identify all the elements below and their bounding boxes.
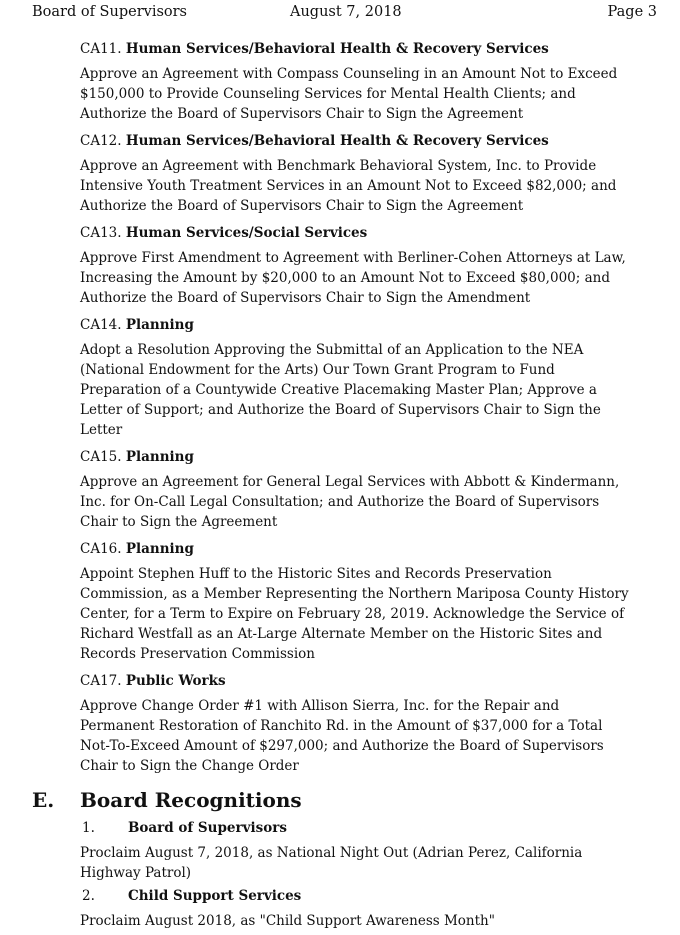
agenda-item: [80, 40, 655, 124]
agenda-item-description: [80, 340, 655, 440]
recognition-heading: [80, 819, 657, 837]
item-department: Human Services/Social Services: [125, 225, 368, 241]
agenda-item-description: [80, 564, 655, 664]
description-line: Approve First Amendment to Agreement with Berliner-Cohen Attorneys at Law,: [80, 250, 626, 266]
description-line: Approve Change Order #1 with Allison Sierra, Inc. for the Repair and: [80, 698, 560, 714]
agenda-item-description: [80, 472, 655, 532]
agenda-item: [80, 540, 655, 664]
agenda-item-heading: [80, 672, 655, 690]
agenda-item-heading: [80, 540, 655, 558]
description-line: Approve an Agreement with Benchmark Behavioral System, Inc. to Provide: [80, 158, 597, 174]
description-line: Commission, as a Member Representing the Northern Mariposa County History: [80, 586, 629, 602]
description-line: Chair to Sign the Change Order: [80, 758, 299, 774]
description-line: Preparation of a Countywide Creative Placemaking Master Plan; Approve a: [80, 382, 597, 398]
item-department: Planning: [125, 541, 194, 557]
section-title: Board Recognitions: [80, 788, 302, 812]
agenda-item: [80, 132, 655, 216]
description-line: (National Endowment for the Arts) Our Town Grant Program to Fund: [80, 362, 555, 378]
description-line: Richard Westfall as an At-Large Alternate Member on the Historic Sites and: [80, 626, 603, 642]
description-line: Records Preservation Commission: [80, 646, 315, 662]
recognition-heading: [80, 887, 657, 905]
agenda-item-heading: [80, 316, 655, 334]
section-letter: E.: [32, 788, 55, 812]
header-date: August 7, 2018: [290, 4, 402, 20]
description-line: Authorize the Board of Supervisors Chair to Sign the Agreement: [80, 106, 524, 122]
description-line: Appoint Stephen Huff to the Historic Sites and Records Preservation: [80, 566, 552, 582]
description-line: Approve an Agreement with Compass Counseling in an Amount Not to Exceed: [80, 66, 618, 82]
header-page-number: Page 3: [607, 4, 657, 20]
description-line: Highway Patrol): [80, 865, 192, 881]
recognition-item: [80, 819, 657, 883]
item-code: CA13.: [80, 225, 122, 241]
agenda-item: [80, 316, 655, 440]
agenda-item: [80, 448, 655, 532]
recognition-department: Board of Supervisors: [128, 820, 287, 836]
description-line: Authorize the Board of Supervisors Chair to Sign the Agreement: [80, 198, 524, 214]
agenda-item-description: [80, 248, 655, 308]
description-line: Center, for a Term to Expire on February 28, 2019. Acknowledge the Service of: [80, 606, 625, 622]
description-line: $150,000 to Provide Counseling Services for Mental Health Clients; and: [80, 86, 576, 102]
item-code: CA11.: [80, 41, 122, 57]
item-code: CA15.: [80, 449, 122, 465]
item-code: CA14.: [80, 317, 122, 333]
item-department: Planning: [125, 317, 194, 333]
page-header: [32, 4, 657, 24]
agenda-item-description: [80, 696, 655, 776]
item-department: Planning: [125, 449, 194, 465]
board-recognitions-section: [32, 787, 657, 935]
item-department: Human Services/Behavioral Health & Recovery Services: [125, 41, 549, 57]
item-department: Human Services/Behavioral Health & Recovery Services: [125, 133, 549, 149]
description-line: Adopt a Resolution Approving the Submittal of an Application to the NEA: [80, 342, 584, 358]
description-line: Intensive Youth Treatment Services in an Amount Not to Exceed $82,000; and: [80, 178, 617, 194]
description-line: Proclaim August 2018, as "Child Support Awareness Month": [80, 913, 495, 929]
recognition-item: [80, 887, 657, 931]
item-code: CA12.: [80, 133, 122, 149]
recognition-description: [80, 843, 657, 883]
recognition-description: [80, 911, 657, 931]
agenda-item-description: [80, 156, 655, 216]
agenda-item-description: [80, 64, 655, 124]
recognition-number: 2.: [82, 888, 95, 904]
agenda-item-heading: [80, 132, 655, 150]
description-line: Inc. for On-Call Legal Consultation; and Authorize the Board of Supervisors: [80, 494, 600, 510]
agenda-item-heading: [80, 40, 655, 58]
recognition-number: 1.: [82, 820, 95, 836]
agenda-item-heading: [80, 224, 655, 242]
description-line: Not-To-Exceed Amount of $297,000; and Authorize the Board of Supervisors: [80, 738, 604, 754]
section-heading: [32, 787, 657, 813]
agenda-item-heading: [80, 448, 655, 466]
agenda-item: [80, 224, 655, 308]
item-code: CA17.: [80, 673, 122, 689]
item-code: CA16.: [80, 541, 122, 557]
recognition-department: Child Support Services: [128, 888, 302, 904]
description-line: Authorize the Board of Supervisors Chair to Sign the Amendment: [80, 290, 531, 306]
item-department: Public Works: [125, 673, 226, 689]
description-line: Permanent Restoration of Ranchito Rd. in the Amount of $37,000 for a Total: [80, 718, 603, 734]
description-line: Letter: [80, 422, 123, 438]
description-line: Increasing the Amount by $20,000 to an Amount Not to Exceed $80,000; and: [80, 270, 610, 286]
description-line: Proclaim August 7, 2018, as National Night Out (Adrian Perez, California: [80, 845, 583, 861]
description-line: Letter of Support; and Authorize the Board of Supervisors Chair to Sign the: [80, 402, 601, 418]
header-title: Board of Supervisors: [32, 4, 187, 20]
recognition-list: [80, 819, 657, 931]
description-line: Approve an Agreement for General Legal Services with Abbott & Kindermann,: [80, 474, 620, 490]
agenda-item: [80, 672, 655, 776]
consent-agenda-items: [80, 40, 655, 784]
description-line: Chair to Sign the Agreement: [80, 514, 278, 530]
